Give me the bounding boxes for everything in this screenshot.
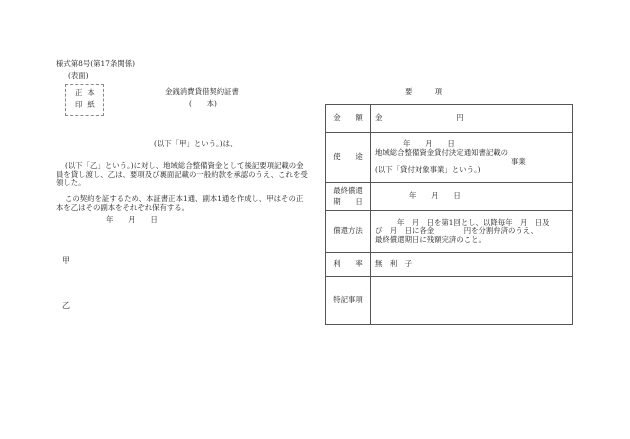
interest-value: 無 利 子	[371, 253, 573, 277]
special-value	[371, 277, 573, 325]
document-type: ( 本)	[189, 99, 217, 108]
items-table	[325, 104, 573, 325]
repayment-line-2: び 月 日に各金 円を分割弁済のうえ、	[375, 226, 539, 236]
usage-line-2: 地域総合整備資金貸付決定通知書記載の	[375, 147, 509, 157]
usage-line-4: (以下「貸付対象事業」という。)	[375, 165, 481, 175]
party-b-label: 乙	[62, 301, 70, 310]
usage-label: 使 途	[326, 133, 371, 183]
stamp-line-original: 正本	[75, 88, 100, 97]
table-row	[326, 253, 573, 277]
contract-date: 年 月 日	[106, 215, 158, 224]
repayment-line-1: 年 月 日を第1回とし、以降毎年 月 日及	[397, 217, 550, 227]
amount-label: 金 額	[326, 105, 371, 133]
interest-label: 利 率	[326, 253, 371, 277]
table-row	[326, 183, 573, 211]
repayment-value	[371, 211, 573, 253]
repayment-line-3: 最終償還期日に残額完済のこと。	[375, 234, 486, 244]
special-label: 特記事項	[326, 277, 371, 325]
table-row	[326, 133, 573, 183]
repayment-label: 償還方法	[326, 211, 371, 253]
stamp-line-stamp: 印紙	[75, 100, 100, 109]
body-paragraph-1: (以下「乙」という。)に対し、地域総合整備資金として後記要項記載の金員を貸し渡し、乙は、要項及び裏面記載の一般約款を承認のうえ、これを受領した。	[56, 161, 308, 188]
usage-date: 年 月 日	[403, 139, 455, 149]
table-row	[326, 105, 573, 133]
final-date-label	[326, 183, 371, 211]
side-label: (表面)	[68, 71, 89, 80]
party-a-label: 甲	[62, 256, 70, 265]
items-heading: 要 項	[405, 87, 442, 96]
document-title: 金銭消費貸借契約証書	[165, 87, 239, 96]
form-number: 様式第8号(第17条関係)	[56, 59, 135, 68]
party-a-intro: (以下「甲」という。)は、	[154, 139, 238, 148]
table-row	[326, 277, 573, 325]
usage-line-3: 事業	[511, 156, 526, 166]
body-paragraph-2: この契約を証するため、本証書正本1通、副本1通を作成し、甲はその正本を乙はその副本をそれぞれ保有する。	[56, 194, 304, 212]
final-date-label-2: 期 日	[333, 196, 363, 206]
revenue-stamp-box	[65, 84, 104, 116]
table-row	[326, 211, 573, 253]
usage-value	[371, 133, 573, 183]
final-date-label-1: 最終償還	[333, 186, 363, 196]
final-date-value: 年 月 日	[371, 183, 573, 211]
amount-value: 金 円	[371, 105, 573, 133]
